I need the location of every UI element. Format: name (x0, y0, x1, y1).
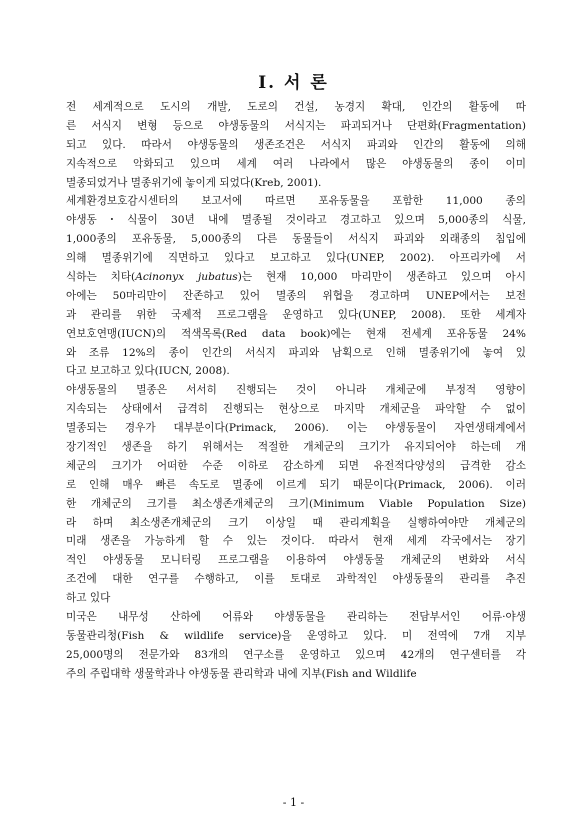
text-line: 주의 주립대학 생물학과나 야생동물 관리학과 내에 지부(Fish and Wildlife (66, 667, 417, 680)
text-line: 라 하며 최소생존개체군의 크기 이상일 때 관리계획을 실행하여야만 개체군의 (66, 516, 526, 529)
text-line: 아에는 50마리만이 잔존하고 있어 멸종의 위협을 경고하며 UNEP에서는 보전 (66, 289, 526, 302)
text-line: 한 개체군의 크기를 최소생존개체군의 크기(Minimum Viable Population Size) (66, 497, 526, 510)
text-line: 멸종되는 경우가 대부분이다(Primack, 2006). 이는 야생동물이 자연생태계에서 (66, 422, 526, 435)
paragraph (66, 608, 526, 684)
text-line: 미래 생존을 가능하게 할 수 있는 것이다. 따라서 현재 세계 각국에서는 장기 (66, 535, 526, 548)
text-line: 적인 야생동물 모니터링 프로그램을 이용하여 야생동물 개체군의 변화와 서식 (66, 554, 526, 567)
text-line: 전 세계적으로 도시의 개발, 도로의 건설, 농경지 확대, 인간의 활동에 따 (66, 101, 526, 113)
text-line: 로 인해 매우 빠른 속도로 멸종에 이르게 되기 때문이다(Primack, 2006). 이러 (66, 478, 526, 491)
text-line: 지속되는 상태에서 급격히 진행되는 현상으로 마지막 개체군을 파악할 수 없이 (66, 403, 526, 416)
text-line: 조건에 대한 연구를 수행하고, 이를 토대로 과학적인 야생동물의 관리를 추진 (66, 573, 526, 586)
scientific-name: Acinonyx jubatus (135, 271, 238, 284)
body-text (66, 98, 526, 684)
text-line: 동물관리청(Fish & wildlife service)을 운영하고 있다. 미 전역에 7개 지부 (66, 629, 526, 642)
text-line: 장기적인 생존을 하기 위해서는 적절한 개체군의 크기가 유지되어야 하는데 개 (66, 441, 526, 454)
text-line: 멸종되었거나 멸종위기에 놓이게 되었다(Kreb, 2001). (66, 176, 322, 189)
paragraph (66, 192, 526, 381)
text-line: 의해 멸종위기에 직면하고 있다고 보고하고 있다(UNEP, 2002). 아프리카에 서 (66, 252, 526, 265)
text-line: 연보호연맹(IUCN)의 적색목록(Red data book)에는 현재 전세계 포유동물 24% (66, 327, 526, 340)
text-line: 야생동・식물이 30년 내에 멸종될 것이라고 경고하고 있으며 5,000종의 식물, (66, 214, 526, 227)
page-number: - 1 - (282, 796, 305, 809)
text-line: 식하는 치타(Acinonyx jubatus)는 현재 10,000 마리만이 생존하고 있으며 아시 (66, 271, 526, 284)
text-line: 와 조류 12%의 종이 인간의 서식지 파괴와 남획으로 인해 멸종위기에 놓여 있 (66, 346, 526, 359)
text-line: 되고 있다. 따라서 야생동물의 생존조건은 서식지 파괴와 인간의 활동에 의해 (66, 138, 526, 151)
text-line: 미국은 내무성 산하에 어류와 야생동물을 관리하는 전담부서인 어류·야생 (66, 611, 526, 624)
text-line: 체군의 크기가 어떠한 수준 이하로 감소하게 되면 유전적다양성의 급격한 감소 (66, 459, 526, 472)
text-line: 른 서식지 변형 등으로 야생동물의 서식지는 파괴되거나 단편화(Fragmentation) (66, 119, 526, 132)
text-line: 1,000종의 포유동물, 5,000종의 다른 동물들이 서식지 파괴와 외래종의 침입에 (66, 233, 526, 246)
text-line: 다고 보고하고 있다(IUCN, 2008). (66, 365, 230, 378)
paragraph (66, 98, 526, 192)
paragraph (66, 381, 526, 608)
text-line: 야생동물의 멸종은 서서히 진행되는 것이 아니라 개체군에 부정적 영향이 (66, 384, 526, 397)
text-line: 세계환경보호감시센터의 보고서에 따르면 포유동물을 포함한 11,000 종의 (66, 195, 526, 208)
text-line: 과 관리를 위한 국제적 프로그램을 운영하고 있다(UNEP, 2008). 또한 세계자 (66, 308, 526, 321)
text-line: 지속적으로 악화되고 있으며 세계 여러 나라에서 많은 야생동물의 종이 이미 (66, 157, 526, 170)
text-line: 하고 있다 (66, 592, 111, 605)
section-title: Ⅰ. 서 론 (258, 73, 329, 93)
text-line: 25,000명의 전문가와 83개의 연구소를 운영하고 있으며 42개의 연구센터를 각 (66, 648, 526, 661)
